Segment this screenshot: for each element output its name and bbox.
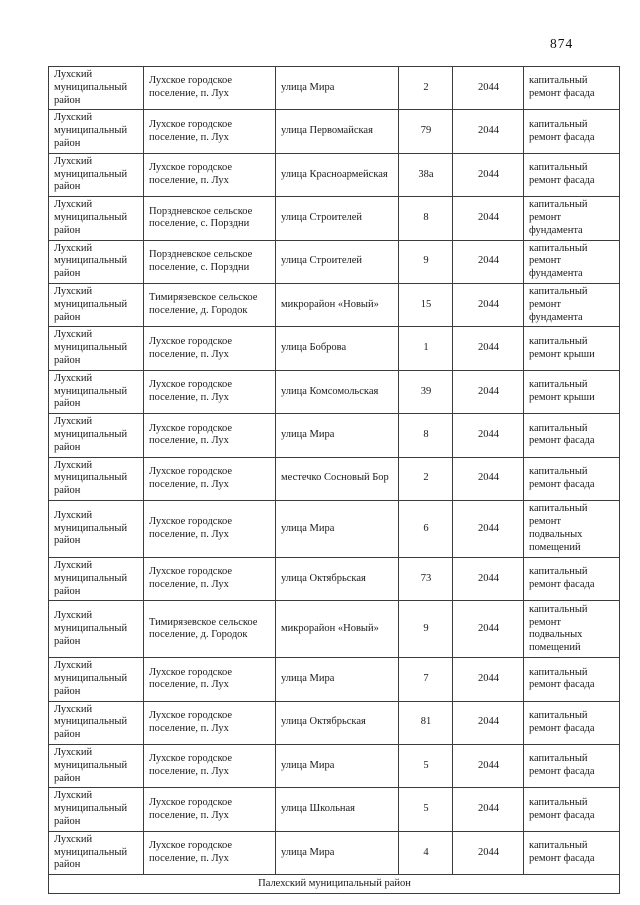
table-row (49, 601, 620, 658)
cell-settlement: Лухское городское поселение, п. Лух (144, 701, 276, 744)
table-row (49, 701, 620, 744)
cell-year: 2044 (453, 414, 524, 457)
cell-district: Лухский муниципальный район (49, 557, 144, 600)
cell-year: 2044 (453, 197, 524, 240)
cell-house: 81 (399, 701, 453, 744)
cell-work: капитальный ремонт крыши (524, 327, 620, 370)
table-row (49, 500, 620, 557)
cell-house: 8 (399, 414, 453, 457)
capital-repairs-table (48, 66, 620, 894)
table-row (49, 457, 620, 500)
cell-street: улица Мира (276, 414, 399, 457)
cell-settlement: Лухское городское поселение, п. Лух (144, 457, 276, 500)
cell-house: 2 (399, 67, 453, 110)
cell-house: 15 (399, 283, 453, 326)
cell-district: Лухский муниципальный район (49, 110, 144, 153)
cell-work: капитальный ремонт фундамента (524, 240, 620, 283)
cell-house: 39 (399, 370, 453, 413)
cell-settlement: Лухское городское поселение, п. Лух (144, 370, 276, 413)
cell-work: капитальный ремонт фасада (524, 67, 620, 110)
cell-work: капитальный ремонт подвальных помещений (524, 500, 620, 557)
cell-year: 2044 (453, 557, 524, 600)
cell-house: 5 (399, 788, 453, 831)
cell-settlement: Лухское городское поселение, п. Лух (144, 658, 276, 701)
cell-year: 2044 (453, 67, 524, 110)
cell-street: улица Октябрьская (276, 701, 399, 744)
cell-work: капитальный ремонт фасада (524, 788, 620, 831)
cell-settlement: Тимирязевское сельское поселение, д. Городок (144, 601, 276, 658)
district-section-row (49, 875, 620, 894)
cell-settlement: Лухское городское поселение, п. Лух (144, 500, 276, 557)
cell-year: 2044 (453, 327, 524, 370)
cell-work: капитальный ремонт фасада (524, 831, 620, 874)
cell-work: капитальный ремонт фасада (524, 745, 620, 788)
cell-house: 8 (399, 197, 453, 240)
cell-year: 2044 (453, 601, 524, 658)
cell-district: Лухский муниципальный район (49, 601, 144, 658)
cell-work: капитальный ремонт фундамента (524, 283, 620, 326)
cell-settlement: Порздневское сельское поселение, с. Порздни (144, 197, 276, 240)
cell-year: 2044 (453, 457, 524, 500)
cell-settlement: Лухское городское поселение, п. Лух (144, 788, 276, 831)
cell-house: 4 (399, 831, 453, 874)
cell-settlement: Лухское городское поселение, п. Лух (144, 153, 276, 196)
cell-street: улица Октябрьская (276, 557, 399, 600)
table-row (49, 658, 620, 701)
cell-work: капитальный ремонт фасада (524, 701, 620, 744)
cell-work: капитальный ремонт крыши (524, 370, 620, 413)
cell-settlement: Лухское городское поселение, п. Лух (144, 67, 276, 110)
cell-work: капитальный ремонт фундамента (524, 197, 620, 240)
cell-street: улица Строителей (276, 240, 399, 283)
page-number: 874 (550, 36, 574, 51)
table-row (49, 153, 620, 196)
table-row (49, 110, 620, 153)
cell-district: Лухский муниципальный район (49, 457, 144, 500)
cell-work: капитальный ремонт фасада (524, 414, 620, 457)
table-row (49, 327, 620, 370)
table-row (49, 67, 620, 110)
cell-district: Лухский муниципальный район (49, 831, 144, 874)
cell-year: 2044 (453, 831, 524, 874)
cell-street: улица Мира (276, 67, 399, 110)
cell-settlement: Лухское городское поселение, п. Лух (144, 110, 276, 153)
cell-settlement: Лухское городское поселение, п. Лух (144, 557, 276, 600)
cell-street: улица Мира (276, 500, 399, 557)
cell-district: Лухский муниципальный район (49, 327, 144, 370)
cell-street: улица Мира (276, 745, 399, 788)
cell-street: улица Боброва (276, 327, 399, 370)
cell-settlement: Лухское городское поселение, п. Лух (144, 745, 276, 788)
cell-house: 5 (399, 745, 453, 788)
cell-street: микрорайон «Новый» (276, 601, 399, 658)
table-body (49, 67, 620, 875)
cell-year: 2044 (453, 240, 524, 283)
cell-work: капитальный ремонт фасада (524, 153, 620, 196)
cell-year: 2044 (453, 788, 524, 831)
table-row (49, 240, 620, 283)
cell-street: улица Строителей (276, 197, 399, 240)
cell-year: 2044 (453, 745, 524, 788)
cell-district: Лухский муниципальный район (49, 658, 144, 701)
cell-district: Лухский муниципальный район (49, 745, 144, 788)
cell-house: 38а (399, 153, 453, 196)
cell-year: 2044 (453, 153, 524, 196)
cell-street: улица Мира (276, 831, 399, 874)
cell-house: 1 (399, 327, 453, 370)
cell-year: 2044 (453, 701, 524, 744)
cell-district: Лухский муниципальный район (49, 153, 144, 196)
cell-settlement: Порздневское сельское поселение, с. Порздни (144, 240, 276, 283)
cell-year: 2044 (453, 658, 524, 701)
cell-work: капитальный ремонт фасада (524, 557, 620, 600)
cell-settlement: Лухское городское поселение, п. Лух (144, 414, 276, 457)
table-row (49, 283, 620, 326)
cell-house: 73 (399, 557, 453, 600)
cell-house: 2 (399, 457, 453, 500)
cell-street: улица Мира (276, 658, 399, 701)
table-row (49, 370, 620, 413)
cell-year: 2044 (453, 500, 524, 557)
cell-work: капитальный ремонт фасада (524, 110, 620, 153)
cell-street: улица Комсомольская (276, 370, 399, 413)
cell-work: капитальный ремонт фасада (524, 457, 620, 500)
cell-street: микрорайон «Новый» (276, 283, 399, 326)
cell-street: местечко Сосновый Бор (276, 457, 399, 500)
cell-year: 2044 (453, 110, 524, 153)
cell-settlement: Лухское городское поселение, п. Лух (144, 327, 276, 370)
cell-house: 9 (399, 240, 453, 283)
table-row (49, 557, 620, 600)
cell-district: Лухский муниципальный район (49, 283, 144, 326)
cell-work: капитальный ремонт подвальных помещений (524, 601, 620, 658)
cell-house: 6 (399, 500, 453, 557)
next-district-section-label: Палехский муниципальный район (49, 875, 620, 894)
cell-work: капитальный ремонт фасада (524, 658, 620, 701)
cell-district: Лухский муниципальный район (49, 240, 144, 283)
cell-district: Лухский муниципальный район (49, 788, 144, 831)
table-row (49, 414, 620, 457)
cell-street: улица Школьная (276, 788, 399, 831)
cell-settlement: Лухское городское поселение, п. Лух (144, 831, 276, 874)
cell-settlement: Тимирязевское сельское поселение, д. Городок (144, 283, 276, 326)
cell-district: Лухский муниципальный район (49, 197, 144, 240)
table-row (49, 745, 620, 788)
cell-district: Лухский муниципальный район (49, 414, 144, 457)
cell-house: 7 (399, 658, 453, 701)
table-row (49, 788, 620, 831)
cell-street: улица Первомайская (276, 110, 399, 153)
cell-district: Лухский муниципальный район (49, 500, 144, 557)
table-row (49, 831, 620, 874)
table-footer (49, 875, 620, 894)
cell-district: Лухский муниципальный район (49, 67, 144, 110)
table-row (49, 197, 620, 240)
cell-district: Лухский муниципальный район (49, 370, 144, 413)
cell-street: улица Красноармейская (276, 153, 399, 196)
cell-year: 2044 (453, 370, 524, 413)
cell-house: 79 (399, 110, 453, 153)
cell-year: 2044 (453, 283, 524, 326)
cell-district: Лухский муниципальный район (49, 701, 144, 744)
cell-house: 9 (399, 601, 453, 658)
